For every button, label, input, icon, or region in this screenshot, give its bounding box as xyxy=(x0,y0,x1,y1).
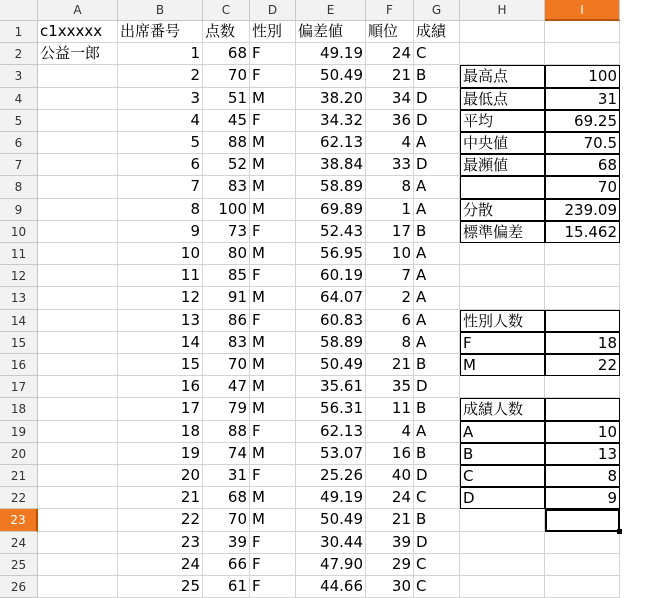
cell-h26[interactable] xyxy=(460,576,545,598)
cell-e15[interactable]: 58.89 xyxy=(296,332,366,354)
cell-i22[interactable]: 9 xyxy=(545,487,620,509)
cell-g21[interactable]: D xyxy=(414,465,460,487)
cell-f8[interactable]: 8 xyxy=(366,176,414,198)
cell-b18[interactable]: 17 xyxy=(118,398,203,420)
cell-i9[interactable]: 239.09 xyxy=(545,199,620,221)
cell-a14[interactable] xyxy=(38,310,118,332)
cell-b24[interactable]: 23 xyxy=(118,532,203,554)
row-header-11[interactable]: 11 xyxy=(0,243,38,265)
cell-d10[interactable]: F xyxy=(250,221,296,243)
cell-c17[interactable]: 47 xyxy=(203,376,250,398)
cell-d17[interactable]: M xyxy=(250,376,296,398)
cell-e20[interactable]: 53.07 xyxy=(296,443,366,465)
cell-i26[interactable] xyxy=(545,576,620,598)
cell-e16[interactable]: 50.49 xyxy=(296,354,366,376)
cell-e24[interactable]: 30.44 xyxy=(296,532,366,554)
cell-f23[interactable]: 21 xyxy=(366,509,414,531)
cell-f14[interactable]: 6 xyxy=(366,310,414,332)
cell-g15[interactable]: A xyxy=(414,332,460,354)
cell-a18[interactable] xyxy=(38,398,118,420)
cell-d6[interactable]: M xyxy=(250,132,296,154)
cell-c18[interactable]: 79 xyxy=(203,398,250,420)
cell-b20[interactable]: 19 xyxy=(118,443,203,465)
cell-c4[interactable]: 51 xyxy=(203,88,250,110)
cell-g12[interactable]: A xyxy=(414,265,460,287)
cell-e12[interactable]: 60.19 xyxy=(296,265,366,287)
cell-i24[interactable] xyxy=(545,532,620,554)
cell-f17[interactable]: 35 xyxy=(366,376,414,398)
cell-e7[interactable]: 38.84 xyxy=(296,154,366,176)
cell-i18[interactable] xyxy=(545,398,620,420)
row-header-12[interactable]: 12 xyxy=(0,265,38,287)
cell-i20[interactable]: 13 xyxy=(545,443,620,465)
cell-h20[interactable]: B xyxy=(460,443,545,465)
cell-i2[interactable] xyxy=(545,43,620,65)
cell-f1[interactable]: 順位 xyxy=(366,21,414,43)
cell-b12[interactable]: 11 xyxy=(118,265,203,287)
cell-g25[interactable]: C xyxy=(414,554,460,576)
cell-f12[interactable]: 7 xyxy=(366,265,414,287)
cell-i21[interactable]: 8 xyxy=(545,465,620,487)
cell-a22[interactable] xyxy=(38,487,118,509)
cell-h3[interactable]: 最高点 xyxy=(460,65,545,87)
row-header-17[interactable]: 17 xyxy=(0,376,38,398)
cell-e19[interactable]: 62.13 xyxy=(296,421,366,443)
cell-e23[interactable]: 50.49 xyxy=(296,509,366,531)
cell-e25[interactable]: 47.90 xyxy=(296,554,366,576)
cell-c10[interactable]: 73 xyxy=(203,221,250,243)
cell-f26[interactable]: 30 xyxy=(366,576,414,598)
cell-b21[interactable]: 20 xyxy=(118,465,203,487)
cell-b1[interactable]: 出席番号 xyxy=(118,21,203,43)
cell-e18[interactable]: 56.31 xyxy=(296,398,366,420)
cell-h11[interactable] xyxy=(460,243,545,265)
cell-b25[interactable]: 24 xyxy=(118,554,203,576)
cell-b7[interactable]: 6 xyxy=(118,154,203,176)
cell-b6[interactable]: 5 xyxy=(118,132,203,154)
cell-c12[interactable]: 85 xyxy=(203,265,250,287)
cell-d4[interactable]: M xyxy=(250,88,296,110)
cell-a5[interactable] xyxy=(38,110,118,132)
cell-f22[interactable]: 24 xyxy=(366,487,414,509)
column-header-f[interactable]: F xyxy=(366,0,414,21)
cell-h15[interactable]: F xyxy=(460,332,545,354)
cell-g1[interactable]: 成績 xyxy=(414,21,460,43)
column-header-a[interactable]: A xyxy=(38,0,118,21)
cell-c24[interactable]: 39 xyxy=(203,532,250,554)
cell-g14[interactable]: A xyxy=(414,310,460,332)
cell-c15[interactable]: 83 xyxy=(203,332,250,354)
cell-e21[interactable]: 25.26 xyxy=(296,465,366,487)
cell-h10[interactable]: 標準偏差 xyxy=(460,221,545,243)
cell-b13[interactable]: 12 xyxy=(118,287,203,309)
cell-c6[interactable]: 88 xyxy=(203,132,250,154)
cell-h1[interactable] xyxy=(460,21,545,43)
cell-b9[interactable]: 8 xyxy=(118,199,203,221)
cell-i19[interactable]: 10 xyxy=(545,421,620,443)
cell-d18[interactable]: M xyxy=(250,398,296,420)
cell-i12[interactable] xyxy=(545,265,620,287)
cell-g7[interactable]: D xyxy=(414,154,460,176)
row-header-25[interactable]: 25 xyxy=(0,554,38,576)
cell-g8[interactable]: A xyxy=(414,176,460,198)
cell-e3[interactable]: 50.49 xyxy=(296,65,366,87)
cell-d15[interactable]: M xyxy=(250,332,296,354)
cell-g9[interactable]: A xyxy=(414,199,460,221)
cell-h21[interactable]: C xyxy=(460,465,545,487)
cell-f20[interactable]: 16 xyxy=(366,443,414,465)
cell-g17[interactable]: D xyxy=(414,376,460,398)
cell-c11[interactable]: 80 xyxy=(203,243,250,265)
cell-f25[interactable]: 29 xyxy=(366,554,414,576)
cell-e22[interactable]: 49.19 xyxy=(296,487,366,509)
cell-h16[interactable]: M xyxy=(460,354,545,376)
column-header-g[interactable]: G xyxy=(414,0,460,21)
cell-e14[interactable]: 60.83 xyxy=(296,310,366,332)
cell-d24[interactable]: F xyxy=(250,532,296,554)
cell-a9[interactable] xyxy=(38,199,118,221)
cell-g13[interactable]: A xyxy=(414,287,460,309)
column-header-c[interactable]: C xyxy=(203,0,250,21)
row-header-7[interactable]: 7 xyxy=(0,154,38,176)
cell-c7[interactable]: 52 xyxy=(203,154,250,176)
cell-e6[interactable]: 62.13 xyxy=(296,132,366,154)
cell-i11[interactable] xyxy=(545,243,620,265)
cell-g5[interactable]: D xyxy=(414,110,460,132)
row-header-18[interactable]: 18 xyxy=(0,398,38,420)
cell-f10[interactable]: 17 xyxy=(366,221,414,243)
cell-h12[interactable] xyxy=(460,265,545,287)
cell-i14[interactable] xyxy=(545,310,620,332)
cell-c20[interactable]: 74 xyxy=(203,443,250,465)
cell-c9[interactable]: 100 xyxy=(203,199,250,221)
cell-f9[interactable]: 1 xyxy=(366,199,414,221)
cell-a1[interactable]: c1xxxxx xyxy=(38,21,118,43)
cell-f15[interactable]: 8 xyxy=(366,332,414,354)
cell-a21[interactable] xyxy=(38,465,118,487)
cell-d13[interactable]: M xyxy=(250,287,296,309)
cell-d1[interactable]: 性別 xyxy=(250,21,296,43)
cell-h6[interactable]: 中央値 xyxy=(460,132,545,154)
cell-a11[interactable] xyxy=(38,243,118,265)
cell-d14[interactable]: F xyxy=(250,310,296,332)
cell-i6[interactable]: 70.5 xyxy=(545,132,620,154)
row-header-20[interactable]: 20 xyxy=(0,443,38,465)
cell-g16[interactable]: B xyxy=(414,354,460,376)
row-header-15[interactable]: 15 xyxy=(0,332,38,354)
cell-g19[interactable]: A xyxy=(414,421,460,443)
cell-i13[interactable] xyxy=(545,287,620,309)
cell-a24[interactable] xyxy=(38,532,118,554)
cell-a2[interactable]: 公益一郎 xyxy=(38,43,118,65)
cell-i5[interactable]: 69.25 xyxy=(545,110,620,132)
row-header-13[interactable]: 13 xyxy=(0,287,38,309)
cell-g22[interactable]: C xyxy=(414,487,460,509)
row-header-19[interactable]: 19 xyxy=(0,421,38,443)
cell-a16[interactable] xyxy=(38,354,118,376)
cell-i1[interactable] xyxy=(545,21,620,43)
cell-f24[interactable]: 39 xyxy=(366,532,414,554)
cell-g2[interactable]: C xyxy=(414,43,460,65)
cell-c19[interactable]: 88 xyxy=(203,421,250,443)
cell-g4[interactable]: D xyxy=(414,88,460,110)
row-header-23[interactable]: 23 xyxy=(0,509,38,531)
row-header-16[interactable]: 16 xyxy=(0,354,38,376)
cell-a15[interactable] xyxy=(38,332,118,354)
cell-h9[interactable]: 分散 xyxy=(460,199,545,221)
cell-c1[interactable]: 点数 xyxy=(203,21,250,43)
cell-f2[interactable]: 24 xyxy=(366,43,414,65)
cell-h13[interactable] xyxy=(460,287,545,309)
select-all-corner[interactable] xyxy=(0,0,38,21)
cell-c23[interactable]: 70 xyxy=(203,509,250,531)
cell-i3[interactable]: 100 xyxy=(545,65,620,87)
cell-c3[interactable]: 70 xyxy=(203,65,250,87)
cell-e17[interactable]: 35.61 xyxy=(296,376,366,398)
cell-d20[interactable]: M xyxy=(250,443,296,465)
cell-f6[interactable]: 4 xyxy=(366,132,414,154)
cell-e2[interactable]: 49.19 xyxy=(296,43,366,65)
cell-h14[interactable]: 性別人数 xyxy=(460,310,545,332)
cell-a10[interactable] xyxy=(38,221,118,243)
cell-d16[interactable]: M xyxy=(250,354,296,376)
cell-c5[interactable]: 45 xyxy=(203,110,250,132)
cell-h19[interactable]: A xyxy=(460,421,545,443)
cell-i17[interactable] xyxy=(545,376,620,398)
cell-f13[interactable]: 2 xyxy=(366,287,414,309)
cell-e10[interactable]: 52.43 xyxy=(296,221,366,243)
cell-c16[interactable]: 70 xyxy=(203,354,250,376)
row-header-24[interactable]: 24 xyxy=(0,532,38,554)
cell-d19[interactable]: F xyxy=(250,421,296,443)
cell-i7[interactable]: 68 xyxy=(545,154,620,176)
cell-d12[interactable]: F xyxy=(250,265,296,287)
cell-a3[interactable] xyxy=(38,65,118,87)
cell-b16[interactable]: 15 xyxy=(118,354,203,376)
cell-g6[interactable]: A xyxy=(414,132,460,154)
cell-c21[interactable]: 31 xyxy=(203,465,250,487)
cell-g10[interactable]: B xyxy=(414,221,460,243)
cell-e11[interactable]: 56.95 xyxy=(296,243,366,265)
cell-f21[interactable]: 40 xyxy=(366,465,414,487)
cell-e4[interactable]: 38.20 xyxy=(296,88,366,110)
cell-e8[interactable]: 58.89 xyxy=(296,176,366,198)
row-header-1[interactable]: 1 xyxy=(0,21,38,43)
cell-b15[interactable]: 14 xyxy=(118,332,203,354)
cell-h4[interactable]: 最低点 xyxy=(460,88,545,110)
cell-d3[interactable]: F xyxy=(250,65,296,87)
cell-c2[interactable]: 68 xyxy=(203,43,250,65)
cell-b10[interactable]: 9 xyxy=(118,221,203,243)
row-header-3[interactable]: 3 xyxy=(0,65,38,87)
row-header-14[interactable]: 14 xyxy=(0,310,38,332)
cell-a25[interactable] xyxy=(38,554,118,576)
cell-h23[interactable] xyxy=(460,509,545,531)
row-header-22[interactable]: 22 xyxy=(0,487,38,509)
cell-f3[interactable]: 21 xyxy=(366,65,414,87)
cell-f7[interactable]: 33 xyxy=(366,154,414,176)
cell-d21[interactable]: F xyxy=(250,465,296,487)
cell-a26[interactable] xyxy=(38,576,118,598)
cell-b11[interactable]: 10 xyxy=(118,243,203,265)
cell-b2[interactable]: 1 xyxy=(118,43,203,65)
cell-b5[interactable]: 4 xyxy=(118,110,203,132)
cell-g23[interactable]: B xyxy=(414,509,460,531)
cell-h2[interactable] xyxy=(460,43,545,65)
row-header-8[interactable]: 8 xyxy=(0,176,38,198)
cell-f16[interactable]: 21 xyxy=(366,354,414,376)
column-header-i[interactable]: I xyxy=(545,0,620,21)
cell-h25[interactable] xyxy=(460,554,545,576)
cell-f4[interactable]: 34 xyxy=(366,88,414,110)
cell-e26[interactable]: 44.66 xyxy=(296,576,366,598)
row-header-26[interactable]: 26 xyxy=(0,576,38,598)
cell-a7[interactable] xyxy=(38,154,118,176)
cell-d8[interactable]: M xyxy=(250,176,296,198)
cell-i23[interactable] xyxy=(545,509,620,531)
cell-d7[interactable]: M xyxy=(250,154,296,176)
cell-c22[interactable]: 68 xyxy=(203,487,250,509)
cell-d2[interactable]: F xyxy=(250,43,296,65)
cell-d23[interactable]: M xyxy=(250,509,296,531)
cell-g18[interactable]: B xyxy=(414,398,460,420)
row-header-6[interactable]: 6 xyxy=(0,132,38,154)
cell-g3[interactable]: B xyxy=(414,65,460,87)
column-header-b[interactable]: B xyxy=(118,0,203,21)
cell-a17[interactable] xyxy=(38,376,118,398)
cell-a12[interactable] xyxy=(38,265,118,287)
cell-a19[interactable] xyxy=(38,421,118,443)
row-header-4[interactable]: 4 xyxy=(0,88,38,110)
cell-c26[interactable]: 61 xyxy=(203,576,250,598)
cell-a6[interactable] xyxy=(38,132,118,154)
cell-c14[interactable]: 86 xyxy=(203,310,250,332)
cell-b19[interactable]: 18 xyxy=(118,421,203,443)
cell-a13[interactable] xyxy=(38,287,118,309)
row-header-2[interactable]: 2 xyxy=(0,43,38,65)
column-header-e[interactable]: E xyxy=(296,0,366,21)
cell-h22[interactable]: D xyxy=(460,487,545,509)
cell-h7[interactable]: 最瀕値 xyxy=(460,154,545,176)
cell-i8[interactable]: 70 xyxy=(545,176,620,198)
cell-b22[interactable]: 21 xyxy=(118,487,203,509)
cell-e5[interactable]: 34.32 xyxy=(296,110,366,132)
cell-b4[interactable]: 3 xyxy=(118,88,203,110)
cell-i15[interactable]: 18 xyxy=(545,332,620,354)
cell-g24[interactable]: D xyxy=(414,532,460,554)
column-header-d[interactable]: D xyxy=(250,0,296,21)
cell-c8[interactable]: 83 xyxy=(203,176,250,198)
fill-handle[interactable] xyxy=(617,529,622,534)
cell-d25[interactable]: F xyxy=(250,554,296,576)
cell-b23[interactable]: 22 xyxy=(118,509,203,531)
column-header-h[interactable]: H xyxy=(460,0,545,21)
cell-a20[interactable] xyxy=(38,443,118,465)
cell-d5[interactable]: F xyxy=(250,110,296,132)
cell-i10[interactable]: 15.462 xyxy=(545,221,620,243)
cell-b17[interactable]: 16 xyxy=(118,376,203,398)
cell-e1[interactable]: 偏差値 xyxy=(296,21,366,43)
cell-c13[interactable]: 91 xyxy=(203,287,250,309)
cell-d22[interactable]: M xyxy=(250,487,296,509)
cell-c25[interactable]: 66 xyxy=(203,554,250,576)
cell-h8[interactable] xyxy=(460,176,545,198)
cell-h24[interactable] xyxy=(460,532,545,554)
cell-f11[interactable]: 10 xyxy=(366,243,414,265)
cell-b8[interactable]: 7 xyxy=(118,176,203,198)
cell-b26[interactable]: 25 xyxy=(118,576,203,598)
cell-d11[interactable]: M xyxy=(250,243,296,265)
cell-f5[interactable]: 36 xyxy=(366,110,414,132)
cell-i16[interactable]: 22 xyxy=(545,354,620,376)
cell-h5[interactable]: 平均 xyxy=(460,110,545,132)
cell-b3[interactable]: 2 xyxy=(118,65,203,87)
row-header-10[interactable]: 10 xyxy=(0,221,38,243)
cell-b14[interactable]: 13 xyxy=(118,310,203,332)
cell-g26[interactable]: C xyxy=(414,576,460,598)
cell-h18[interactable]: 成績人数 xyxy=(460,398,545,420)
cell-a23[interactable] xyxy=(38,509,118,531)
row-header-5[interactable]: 5 xyxy=(0,110,38,132)
cell-d26[interactable]: F xyxy=(250,576,296,598)
cell-i25[interactable] xyxy=(545,554,620,576)
cell-e13[interactable]: 64.07 xyxy=(296,287,366,309)
cell-g20[interactable]: B xyxy=(414,443,460,465)
cell-g11[interactable]: A xyxy=(414,243,460,265)
cell-d9[interactable]: M xyxy=(250,199,296,221)
cell-a4[interactable] xyxy=(38,88,118,110)
row-header-9[interactable]: 9 xyxy=(0,199,38,221)
cell-f19[interactable]: 4 xyxy=(366,421,414,443)
cell-h17[interactable] xyxy=(460,376,545,398)
cell-i4[interactable]: 31 xyxy=(545,88,620,110)
row-header-21[interactable]: 21 xyxy=(0,465,38,487)
cell-a8[interactable] xyxy=(38,176,118,198)
cell-e9[interactable]: 69.89 xyxy=(296,199,366,221)
cell-f18[interactable]: 11 xyxy=(366,398,414,420)
